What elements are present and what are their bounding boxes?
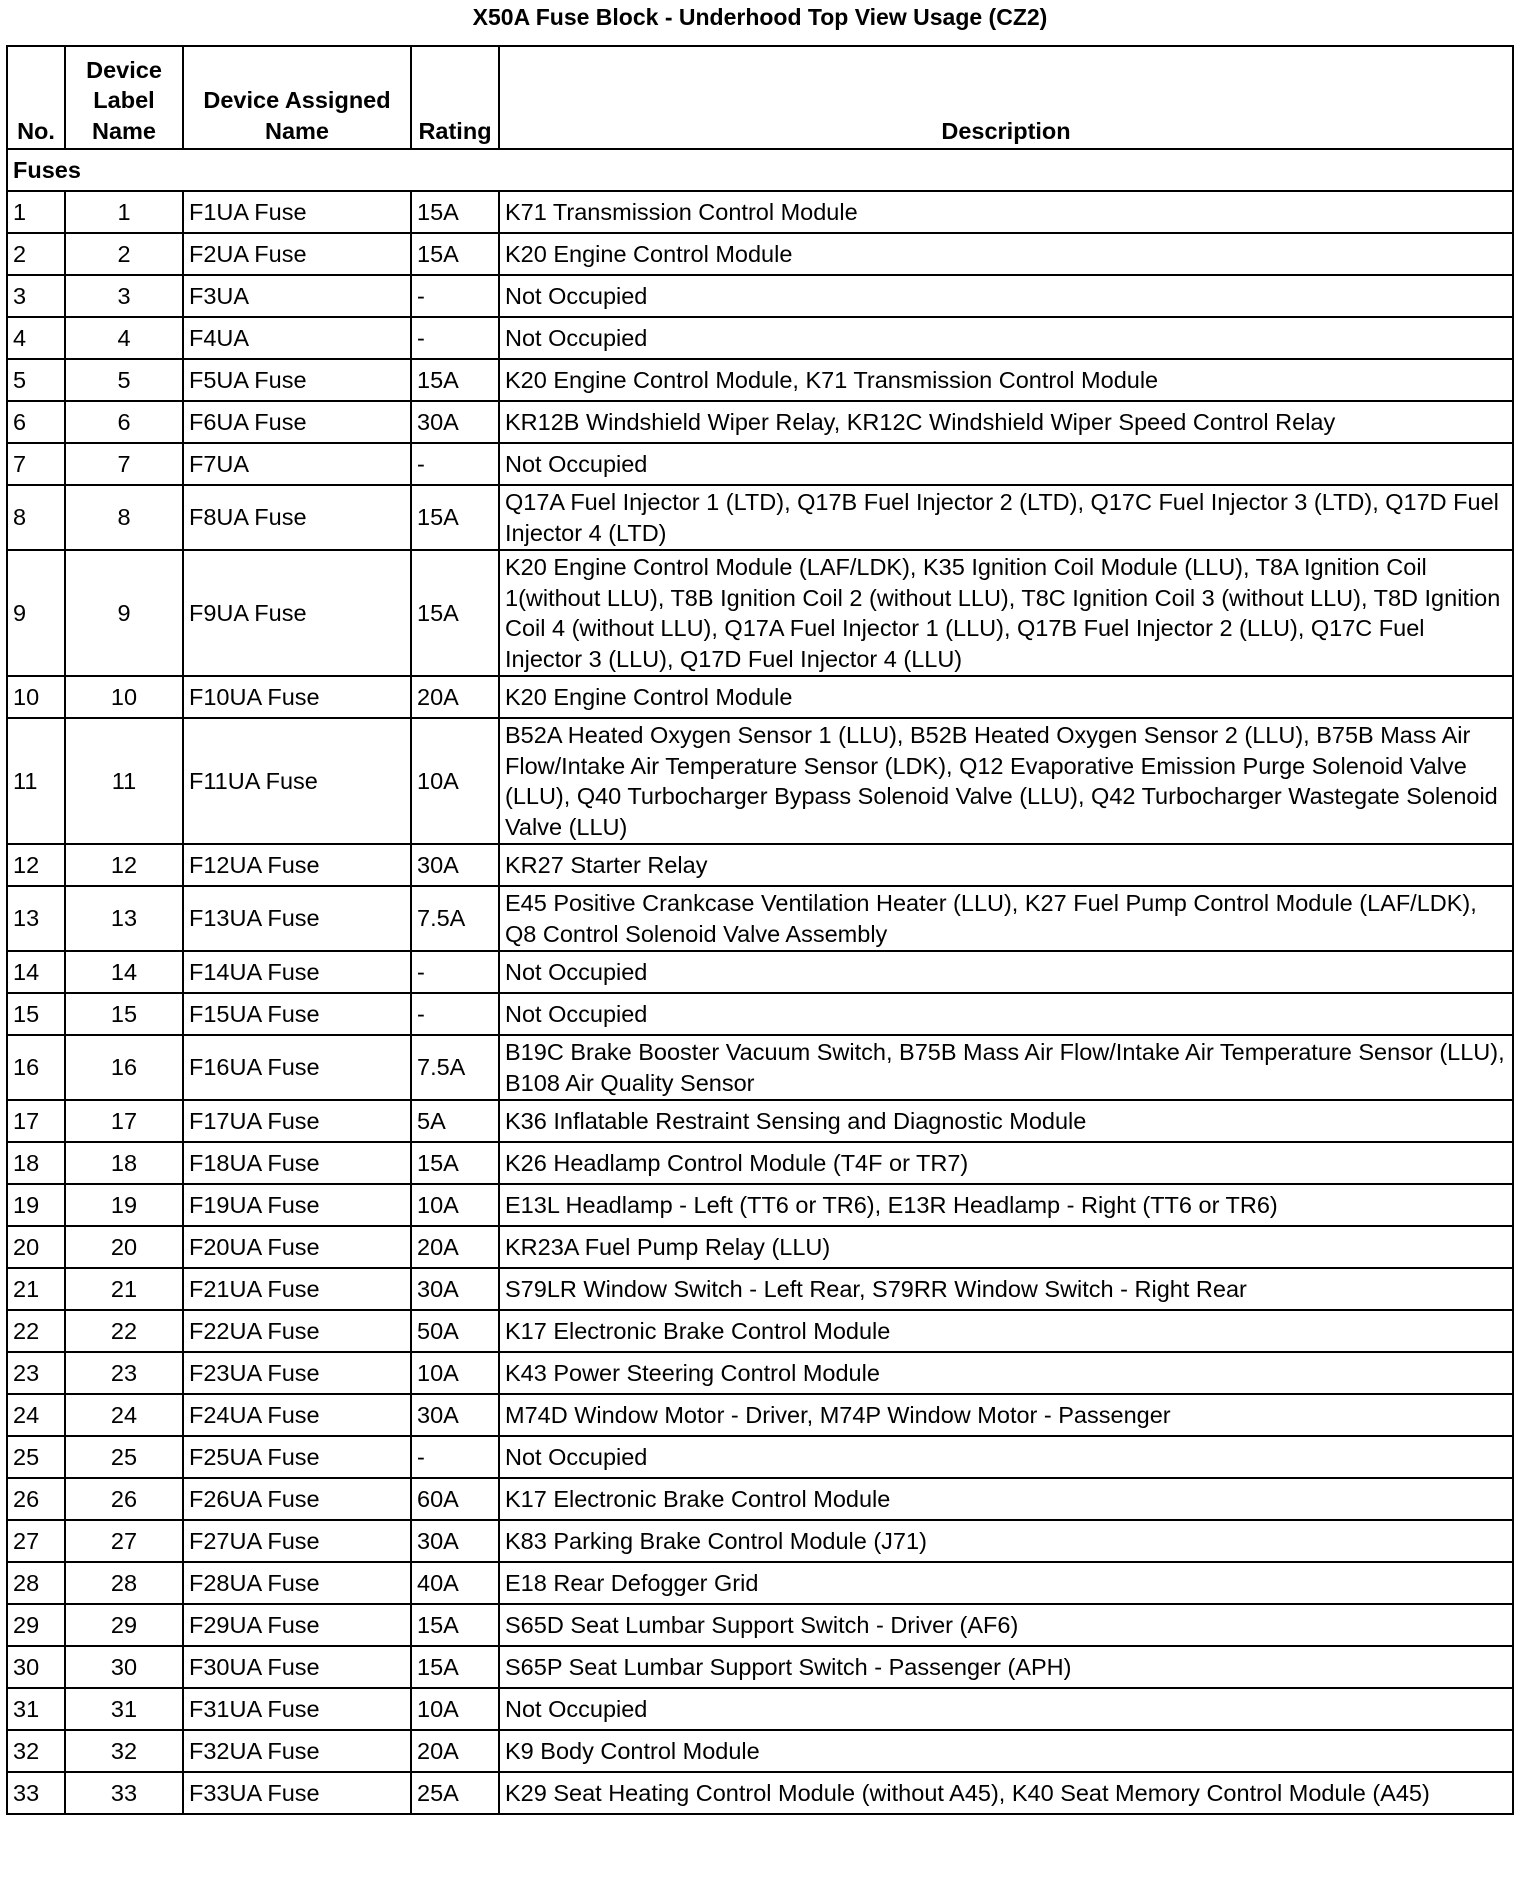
cell-rating: 15A: [411, 359, 499, 401]
cell-rating: -: [411, 317, 499, 359]
cell-rating: 15A: [411, 485, 499, 550]
cell-description: E18 Rear Defogger Grid: [499, 1562, 1513, 1604]
cell-rating: 10A: [411, 1352, 499, 1394]
cell-description: Not Occupied: [499, 275, 1513, 317]
table-row: [7, 1352, 1513, 1394]
table-row: [7, 275, 1513, 317]
cell-rating: 7.5A: [411, 1035, 499, 1100]
table-row: [7, 1520, 1513, 1562]
cell-no: 33: [7, 1772, 65, 1814]
cell-rating: 15A: [411, 1646, 499, 1688]
cell-device-label-name: 14: [65, 951, 183, 993]
cell-no: 31: [7, 1688, 65, 1730]
table-row: [7, 1268, 1513, 1310]
cell-device-label-name: 26: [65, 1478, 183, 1520]
cell-no: 28: [7, 1562, 65, 1604]
cell-no: 24: [7, 1394, 65, 1436]
cell-device-label-name: 27: [65, 1520, 183, 1562]
cell-no: 3: [7, 275, 65, 317]
cell-description: KR12B Windshield Wiper Relay, KR12C Windshield Wiper Speed Control Relay: [499, 401, 1513, 443]
cell-device-label-name: 18: [65, 1142, 183, 1184]
header-description: Description: [499, 46, 1513, 149]
table-row: [7, 1394, 1513, 1436]
cell-description: K17 Electronic Brake Control Module: [499, 1310, 1513, 1352]
table-row: [7, 1184, 1513, 1226]
cell-device-assigned-name: F13UA Fuse: [183, 886, 411, 951]
cell-rating: 50A: [411, 1310, 499, 1352]
cell-description: KR27 Starter Relay: [499, 844, 1513, 886]
cell-device-assigned-name: F24UA Fuse: [183, 1394, 411, 1436]
cell-device-label-name: 31: [65, 1688, 183, 1730]
cell-rating: -: [411, 1436, 499, 1478]
cell-device-assigned-name: F22UA Fuse: [183, 1310, 411, 1352]
cell-description: M74D Window Motor - Driver, M74P Window Motor - Passenger: [499, 1394, 1513, 1436]
cell-no: 13: [7, 886, 65, 951]
cell-device-label-name: 22: [65, 1310, 183, 1352]
cell-description: K20 Engine Control Module: [499, 233, 1513, 275]
cell-description: E13L Headlamp - Left (TT6 or TR6), E13R Headlamp - Right (TT6 or TR6): [499, 1184, 1513, 1226]
cell-device-assigned-name: F33UA Fuse: [183, 1772, 411, 1814]
cell-no: 11: [7, 718, 65, 844]
table-row: [7, 676, 1513, 718]
cell-device-label-name: 23: [65, 1352, 183, 1394]
cell-device-assigned-name: F15UA Fuse: [183, 993, 411, 1035]
cell-no: 21: [7, 1268, 65, 1310]
cell-device-assigned-name: F28UA Fuse: [183, 1562, 411, 1604]
cell-no: 26: [7, 1478, 65, 1520]
cell-device-assigned-name: F9UA Fuse: [183, 550, 411, 676]
cell-rating: 15A: [411, 1142, 499, 1184]
cell-rating: 10A: [411, 718, 499, 844]
cell-rating: -: [411, 275, 499, 317]
cell-no: 19: [7, 1184, 65, 1226]
cell-rating: 30A: [411, 401, 499, 443]
table-row: [7, 443, 1513, 485]
cell-no: 6: [7, 401, 65, 443]
cell-description: K71 Transmission Control Module: [499, 191, 1513, 233]
cell-device-label-name: 17: [65, 1100, 183, 1142]
cell-device-label-name: 19: [65, 1184, 183, 1226]
cell-device-label-name: 21: [65, 1268, 183, 1310]
cell-no: 10: [7, 676, 65, 718]
cell-device-assigned-name: F19UA Fuse: [183, 1184, 411, 1226]
cell-no: 20: [7, 1226, 65, 1268]
cell-description: E45 Positive Crankcase Ventilation Heater (LLU), K27 Fuel Pump Control Module (LAF/LDK), Q8 Control Solenoid Valve Assembly: [499, 886, 1513, 951]
cell-device-assigned-name: F1UA Fuse: [183, 191, 411, 233]
cell-device-assigned-name: F32UA Fuse: [183, 1730, 411, 1772]
cell-device-label-name: 32: [65, 1730, 183, 1772]
table-row: [7, 1604, 1513, 1646]
cell-device-assigned-name: F16UA Fuse: [183, 1035, 411, 1100]
cell-rating: 30A: [411, 1394, 499, 1436]
table-row: [7, 191, 1513, 233]
cell-rating: -: [411, 993, 499, 1035]
table-row: [7, 1035, 1513, 1100]
cell-rating: 15A: [411, 1604, 499, 1646]
cell-rating: 30A: [411, 844, 499, 886]
table-row: [7, 1310, 1513, 1352]
table-row: [7, 993, 1513, 1035]
cell-device-label-name: 30: [65, 1646, 183, 1688]
cell-description: S79LR Window Switch - Left Rear, S79RR Window Switch - Right Rear: [499, 1268, 1513, 1310]
cell-rating: 10A: [411, 1184, 499, 1226]
cell-rating: 60A: [411, 1478, 499, 1520]
cell-device-label-name: 7: [65, 443, 183, 485]
table-row: [7, 1646, 1513, 1688]
cell-device-assigned-name: F29UA Fuse: [183, 1604, 411, 1646]
cell-rating: 40A: [411, 1562, 499, 1604]
cell-device-assigned-name: F31UA Fuse: [183, 1688, 411, 1730]
cell-device-label-name: 12: [65, 844, 183, 886]
cell-rating: 20A: [411, 1226, 499, 1268]
cell-no: 25: [7, 1436, 65, 1478]
table-row: [7, 401, 1513, 443]
cell-device-label-name: 24: [65, 1394, 183, 1436]
cell-device-label-name: 29: [65, 1604, 183, 1646]
header-no: No.: [7, 46, 65, 149]
cell-device-assigned-name: F26UA Fuse: [183, 1478, 411, 1520]
cell-device-label-name: 25: [65, 1436, 183, 1478]
cell-rating: 10A: [411, 1688, 499, 1730]
table-row: [7, 233, 1513, 275]
table-row: [7, 951, 1513, 993]
cell-rating: -: [411, 443, 499, 485]
header-device-label-name: Device Label Name: [65, 46, 183, 149]
cell-device-assigned-name: F7UA: [183, 443, 411, 485]
cell-no: 32: [7, 1730, 65, 1772]
cell-no: 16: [7, 1035, 65, 1100]
cell-device-label-name: 11: [65, 718, 183, 844]
cell-device-label-name: 2: [65, 233, 183, 275]
table-row: [7, 1688, 1513, 1730]
table-row: [7, 1562, 1513, 1604]
table-row: [7, 1436, 1513, 1478]
cell-description: Not Occupied: [499, 1436, 1513, 1478]
cell-no: 23: [7, 1352, 65, 1394]
cell-no: 18: [7, 1142, 65, 1184]
section-label: Fuses: [7, 149, 1513, 191]
cell-device-assigned-name: F21UA Fuse: [183, 1268, 411, 1310]
cell-description: Not Occupied: [499, 951, 1513, 993]
cell-no: 7: [7, 443, 65, 485]
cell-rating: 30A: [411, 1268, 499, 1310]
cell-no: 22: [7, 1310, 65, 1352]
cell-device-assigned-name: F12UA Fuse: [183, 844, 411, 886]
cell-description: K83 Parking Brake Control Module (J71): [499, 1520, 1513, 1562]
cell-device-label-name: 33: [65, 1772, 183, 1814]
cell-no: 4: [7, 317, 65, 359]
cell-device-label-name: 6: [65, 401, 183, 443]
table-row: [7, 550, 1513, 676]
cell-no: 15: [7, 993, 65, 1035]
table-row: [7, 718, 1513, 844]
cell-no: 2: [7, 233, 65, 275]
cell-device-label-name: 9: [65, 550, 183, 676]
cell-rating: 15A: [411, 233, 499, 275]
cell-rating: 30A: [411, 1520, 499, 1562]
cell-no: 14: [7, 951, 65, 993]
cell-no: 29: [7, 1604, 65, 1646]
table-row: [7, 1100, 1513, 1142]
cell-description: K9 Body Control Module: [499, 1730, 1513, 1772]
cell-device-assigned-name: F8UA Fuse: [183, 485, 411, 550]
cell-description: KR23A Fuel Pump Relay (LLU): [499, 1226, 1513, 1268]
cell-no: 17: [7, 1100, 65, 1142]
cell-rating: 5A: [411, 1100, 499, 1142]
cell-rating: 7.5A: [411, 886, 499, 951]
cell-description: K20 Engine Control Module: [499, 676, 1513, 718]
table-body: [7, 149, 1513, 1814]
cell-device-label-name: 15: [65, 993, 183, 1035]
cell-device-assigned-name: F5UA Fuse: [183, 359, 411, 401]
cell-rating: 25A: [411, 1772, 499, 1814]
cell-description: K43 Power Steering Control Module: [499, 1352, 1513, 1394]
cell-description: B19C Brake Booster Vacuum Switch, B75B Mass Air Flow/Intake Air Temperature Sensor (LLU), B108 Air Quality Sensor: [499, 1035, 1513, 1100]
table-row: [7, 886, 1513, 951]
cell-rating: 15A: [411, 191, 499, 233]
cell-description: S65D Seat Lumbar Support Switch - Driver (AF6): [499, 1604, 1513, 1646]
cell-rating: 20A: [411, 676, 499, 718]
cell-device-assigned-name: F23UA Fuse: [183, 1352, 411, 1394]
cell-no: 30: [7, 1646, 65, 1688]
cell-device-assigned-name: F4UA: [183, 317, 411, 359]
cell-device-assigned-name: F30UA Fuse: [183, 1646, 411, 1688]
cell-device-assigned-name: F6UA Fuse: [183, 401, 411, 443]
table-row: [7, 1772, 1513, 1814]
table-row: [7, 317, 1513, 359]
cell-device-label-name: 4: [65, 317, 183, 359]
cell-device-assigned-name: F11UA Fuse: [183, 718, 411, 844]
cell-device-assigned-name: F20UA Fuse: [183, 1226, 411, 1268]
cell-rating: 20A: [411, 1730, 499, 1772]
cell-device-label-name: 20: [65, 1226, 183, 1268]
section-row: [7, 149, 1513, 191]
cell-description: S65P Seat Lumbar Support Switch - Passenger (APH): [499, 1646, 1513, 1688]
cell-description: Not Occupied: [499, 443, 1513, 485]
cell-description: Not Occupied: [499, 1688, 1513, 1730]
cell-device-label-name: 1: [65, 191, 183, 233]
table-row: [7, 485, 1513, 550]
cell-device-assigned-name: F25UA Fuse: [183, 1436, 411, 1478]
cell-device-label-name: 10: [65, 676, 183, 718]
cell-no: 12: [7, 844, 65, 886]
cell-description: K29 Seat Heating Control Module (without A45), K40 Seat Memory Control Module (A45): [499, 1772, 1513, 1814]
cell-description: Not Occupied: [499, 317, 1513, 359]
cell-rating: -: [411, 951, 499, 993]
cell-device-assigned-name: F3UA: [183, 275, 411, 317]
table-row: [7, 1226, 1513, 1268]
cell-no: 27: [7, 1520, 65, 1562]
table-row: [7, 1478, 1513, 1520]
cell-device-assigned-name: F14UA Fuse: [183, 951, 411, 993]
table-row: [7, 1730, 1513, 1772]
cell-device-assigned-name: F17UA Fuse: [183, 1100, 411, 1142]
cell-no: 8: [7, 485, 65, 550]
table-row: [7, 359, 1513, 401]
cell-device-assigned-name: F2UA Fuse: [183, 233, 411, 275]
cell-device-label-name: 13: [65, 886, 183, 951]
cell-device-assigned-name: F18UA Fuse: [183, 1142, 411, 1184]
cell-device-label-name: 16: [65, 1035, 183, 1100]
table-row: [7, 1142, 1513, 1184]
cell-no: 1: [7, 191, 65, 233]
cell-rating: 15A: [411, 550, 499, 676]
header-device-assigned-name: Device Assigned Name: [183, 46, 411, 149]
cell-description: Not Occupied: [499, 993, 1513, 1035]
cell-device-assigned-name: F10UA Fuse: [183, 676, 411, 718]
cell-description: B52A Heated Oxygen Sensor 1 (LLU), B52B Heated Oxygen Sensor 2 (LLU), B75B Mass Air Flow/Intake Air Temperature Sensor (LDK), Q12 Evaporative Emission Purge Solenoid Valve (LLU), Q40 Turbocharger Bypass Solenoid Valve (LLU), Q42 Turbocharger Wastegate Solenoid Valve (LLU): [499, 718, 1513, 844]
cell-description: K20 Engine Control Module, K71 Transmission Control Module: [499, 359, 1513, 401]
cell-device-label-name: 3: [65, 275, 183, 317]
cell-device-label-name: 8: [65, 485, 183, 550]
cell-no: 9: [7, 550, 65, 676]
cell-device-label-name: 28: [65, 1562, 183, 1604]
page-title: X50A Fuse Block - Underhood Top View Usage (CZ2): [472, 4, 1048, 30]
cell-description: K17 Electronic Brake Control Module: [499, 1478, 1513, 1520]
cell-description: K26 Headlamp Control Module (T4F or TR7): [499, 1142, 1513, 1184]
cell-description: Q17A Fuel Injector 1 (LTD), Q17B Fuel Injector 2 (LTD), Q17C Fuel Injector 3 (LTD), Q17D Fuel Injector 4 (LTD): [499, 485, 1513, 550]
header-rating: Rating: [411, 46, 499, 149]
table-header-row: [7, 46, 1513, 149]
fuse-usage-table: [6, 45, 1514, 1815]
cell-description: K36 Inflatable Restraint Sensing and Diagnostic Module: [499, 1100, 1513, 1142]
table-row: [7, 844, 1513, 886]
cell-no: 5: [7, 359, 65, 401]
cell-description: K20 Engine Control Module (LAF/LDK), K35 Ignition Coil Module (LLU), T8A Ignition Coil 1(without LLU), T8B Ignition Coil 2 (without LLU), T8C Ignition Coil 3 (without LLU), T8D Ignition Coil 4 (without LLU), Q17A Fuel Injector 1 (LLU), Q17B Fuel Injector 2 (LLU), Q17C Fuel Injector 3 (LLU), Q17D Fuel Injector 4 (LLU): [499, 550, 1513, 676]
cell-device-assigned-name: F27UA Fuse: [183, 1520, 411, 1562]
cell-device-label-name: 5: [65, 359, 183, 401]
